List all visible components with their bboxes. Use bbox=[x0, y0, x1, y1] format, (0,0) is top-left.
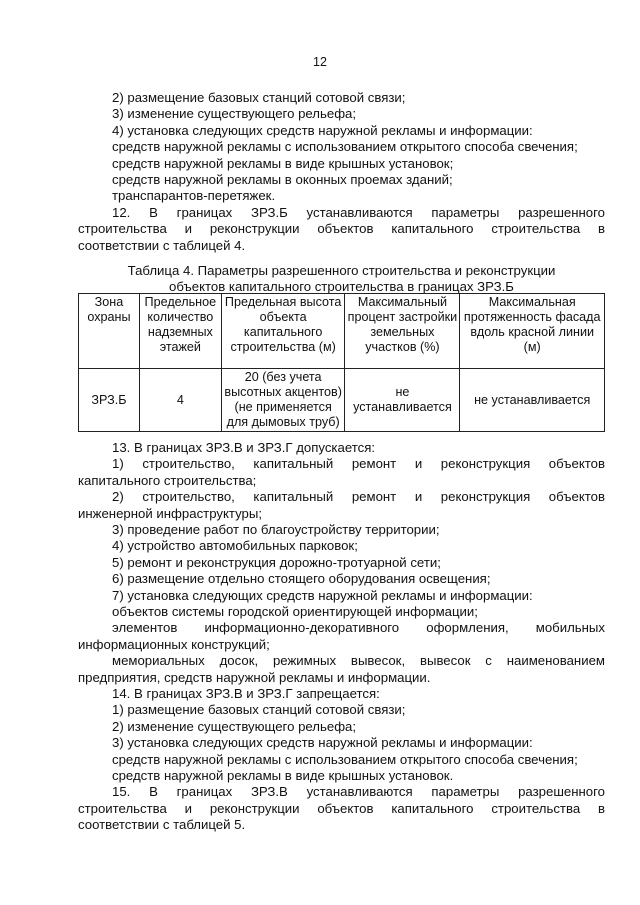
list-item: 2) строительство, капитальный ремонт и реконструкция объектов bbox=[112, 489, 605, 505]
paragraph-12-line: 12. В границах ЗРЗ.Б устанавливаются параметры разрешенного bbox=[112, 204, 605, 220]
list-item: 4) установка следующих средств наружной рекламы и информации: bbox=[112, 122, 533, 138]
table-caption-line: Таблица 4. Параметры разрешенного строительства и реконструкции bbox=[127, 263, 556, 278]
list-item-continuation: информационных конструкций; bbox=[78, 636, 270, 652]
list-item: 7) установка следующих средств наружной рекламы и информации: bbox=[112, 587, 533, 603]
header-zone: Зона охраны bbox=[79, 294, 140, 369]
table-header-row bbox=[79, 294, 605, 369]
cell-coverage: не устанавливается bbox=[345, 369, 460, 432]
section-forbidden-zrz-v-g bbox=[78, 686, 605, 834]
list-item: 5) ремонт и реконструкция дорожно-тротуарной сети; bbox=[112, 554, 441, 570]
list-item-continuation: капитального строительства; bbox=[78, 472, 257, 488]
list-item: объектов системы городской ориентирующей информации; bbox=[112, 604, 478, 620]
list-item: 6) размещение отдельно стоящего оборудования освещения; bbox=[112, 571, 491, 587]
header-facade-length: Максимальная протяженность фасада вдоль красной линии (м) bbox=[460, 294, 605, 369]
paragraph-15-line: соответствии с таблицей 5. bbox=[78, 817, 246, 833]
paragraph-14-heading: 14. В границах ЗРЗ.В и ЗРЗ.Г запрещается: bbox=[112, 686, 380, 701]
header-floors: Предельное количество надземных этажей bbox=[139, 294, 221, 369]
list-item: средств наружной рекламы в виде крышных установок; bbox=[112, 155, 454, 171]
parameters-table bbox=[78, 293, 605, 432]
list-item-continuation: инженерной инфраструктуры; bbox=[78, 505, 263, 521]
header-coverage: Максимальный процент застройки земельных участков (%) bbox=[345, 294, 460, 369]
cell-zone: ЗРЗ.Б bbox=[79, 369, 140, 432]
table-row bbox=[79, 369, 605, 432]
list-item: 2) изменение существующего рельефа; bbox=[112, 718, 357, 734]
list-item: средств наружной рекламы в оконных проемах зданий; bbox=[112, 172, 453, 188]
list-item: 4) устройство автомобильных парковок; bbox=[112, 538, 358, 554]
paragraph-12-line: строительства и реконструкции объектов капитального строительства в bbox=[78, 221, 605, 237]
table-caption bbox=[78, 263, 605, 294]
list-item: мемориальных досок, режимных вывесок, вывесок с наименованием bbox=[112, 653, 605, 669]
list-item: транспарантов-перетяжек. bbox=[112, 188, 276, 204]
list-item: средств наружной рекламы в виде крышных установок. bbox=[112, 768, 454, 784]
list-item: 3) проведение работ по благоустройству территории; bbox=[112, 522, 440, 538]
list-item: 1) строительство, капитальный ремонт и реконструкция объектов bbox=[112, 456, 605, 472]
section-restrictions-zrz-b bbox=[78, 90, 605, 254]
paragraph-15-line: строительства и реконструкции объектов капитального строительства в bbox=[78, 800, 605, 816]
list-item: 2) размещение базовых станций сотовой связи; bbox=[112, 90, 406, 105]
list-item: 3) изменение существующего рельефа; bbox=[112, 106, 357, 122]
page-number: 12 bbox=[313, 55, 327, 69]
list-item: 3) установка следующих средств наружной рекламы и информации: bbox=[112, 735, 533, 751]
paragraph-13-heading: 13. В границах ЗРЗ.В и ЗРЗ.Г допускается: bbox=[112, 440, 376, 455]
list-item: средств наружной рекламы с использованием открытого способа свечения; bbox=[112, 751, 578, 767]
cell-height: 20 (без учета высотных акцентов) (не применяется для дымовых труб) bbox=[221, 369, 345, 432]
section-allowed-zrz-v-g bbox=[78, 440, 605, 686]
table-caption-line: объектов капитального строительства в границах ЗРЗ.Б bbox=[169, 278, 514, 294]
paragraph-12-line: соответствии с таблицей 4. bbox=[78, 237, 246, 253]
cell-facade-length: не устанавливается bbox=[460, 369, 605, 432]
cell-floors: 4 bbox=[139, 369, 221, 432]
list-item: средств наружной рекламы с использованием открытого способа свечения; bbox=[112, 139, 578, 155]
list-item-continuation: предприятия, средств наружной рекламы и информации. bbox=[78, 669, 431, 685]
list-item: элементов информационно-декоративного оформления, мобильных bbox=[112, 620, 605, 636]
paragraph-15-line: 15. В границах ЗРЗ.В устанавливаются параметры разрешенного bbox=[112, 784, 605, 800]
header-height: Предельная высота объекта капитального строительства (м) bbox=[221, 294, 345, 369]
list-item: 1) размещение базовых станций сотовой связи; bbox=[112, 702, 406, 718]
